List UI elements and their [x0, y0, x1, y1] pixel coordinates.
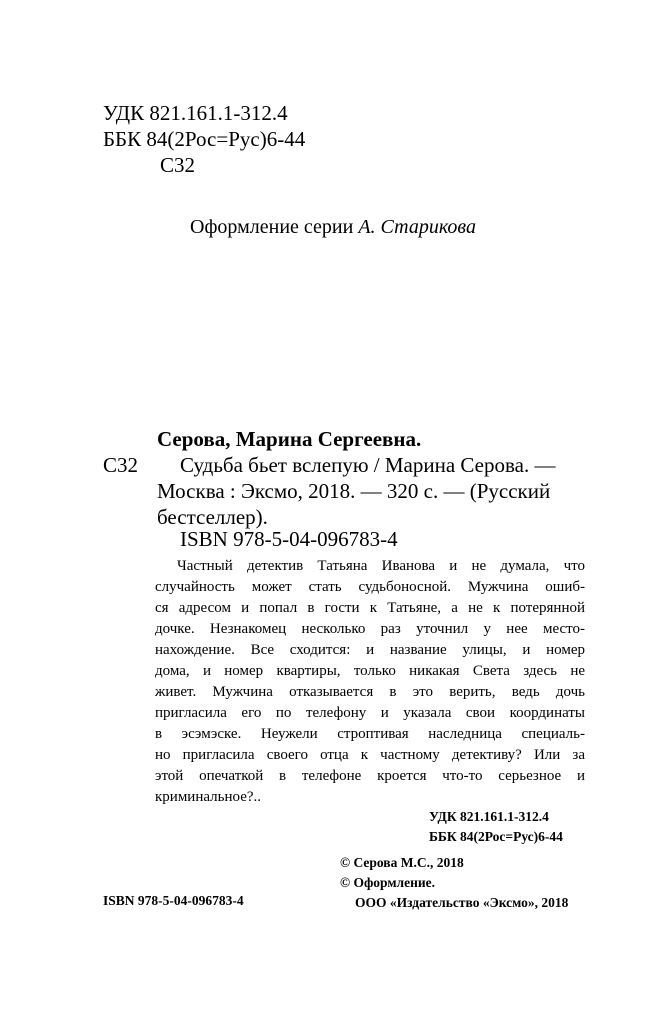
entry-line-3: бестселлер). [157, 505, 268, 529]
copyright-author: © Серова М.С., 2018 [340, 855, 464, 870]
entry-line-2: Москва : Эксмо, 2018. — 320 с. — (Русский [157, 479, 551, 503]
isbn-bottom: ISBN 978-5-04-096783-4 [103, 893, 244, 908]
abstract-line: в эсэмэске. Неужели строптивая наследница специаль- [155, 726, 585, 742]
copyright-publisher: ООО «Издательство «Эксмо», 2018 [355, 895, 569, 910]
abstract-line: дома, и номер квартиры, только никакая Света здесь не [155, 663, 585, 679]
abstract-line: ся адресом и попал в гости к Татьяне, а не к потерянной [155, 600, 585, 616]
author-heading: Серова, Марина Сергеевна. [157, 427, 422, 451]
abstract-line: Частный детектив Татьяна Иванова и не думала, что [177, 558, 585, 574]
entry-cutter: С32 [103, 453, 139, 477]
abstract-line: живет. Мужчина отказывается в это верить, ведь дочь [155, 684, 585, 700]
abstract-line: пригласила его по телефону и указала свои координаты [155, 705, 585, 721]
bbk-code-small: ББК 84(2Рос=Рус)6-44 [429, 829, 563, 844]
series-design-prefix: Оформление серии [190, 216, 359, 238]
abstract-line: криминальное?.. [155, 789, 262, 805]
abstract-line: нахождение. Все сходится: и название улицы, и номер [155, 642, 585, 658]
bbk-code: ББК 84(2Рос=Рус)6-44 [103, 127, 306, 151]
abstract-line: этой опечаткой в телефоне кроется что-то серьезное и [155, 768, 585, 784]
series-designer-name: А. Старикова [358, 216, 476, 238]
abstract-line: случайность может стать судьбоносной. Мужчина ошиб- [155, 579, 585, 595]
abstract [155, 556, 585, 808]
udk-code-small: УДК 821.161.1-312.4 [429, 809, 549, 824]
series-design-line [190, 216, 476, 239]
udk-code: УДК 821.161.1-312.4 [103, 101, 288, 125]
entry-line-1: Судьба бьет вслепую / Марина Серова. — [180, 453, 556, 477]
abstract-line: дочке. Незнакомец несколько раз уточнил у нее место- [155, 621, 585, 637]
copyright-design: © Оформление. [340, 875, 436, 890]
cutter-code: С32 [160, 153, 196, 177]
abstract-line: но пригласила своего отца к частному детективу? Или за [155, 747, 585, 763]
entry-isbn: ISBN 978-5-04-096783-4 [180, 527, 398, 551]
